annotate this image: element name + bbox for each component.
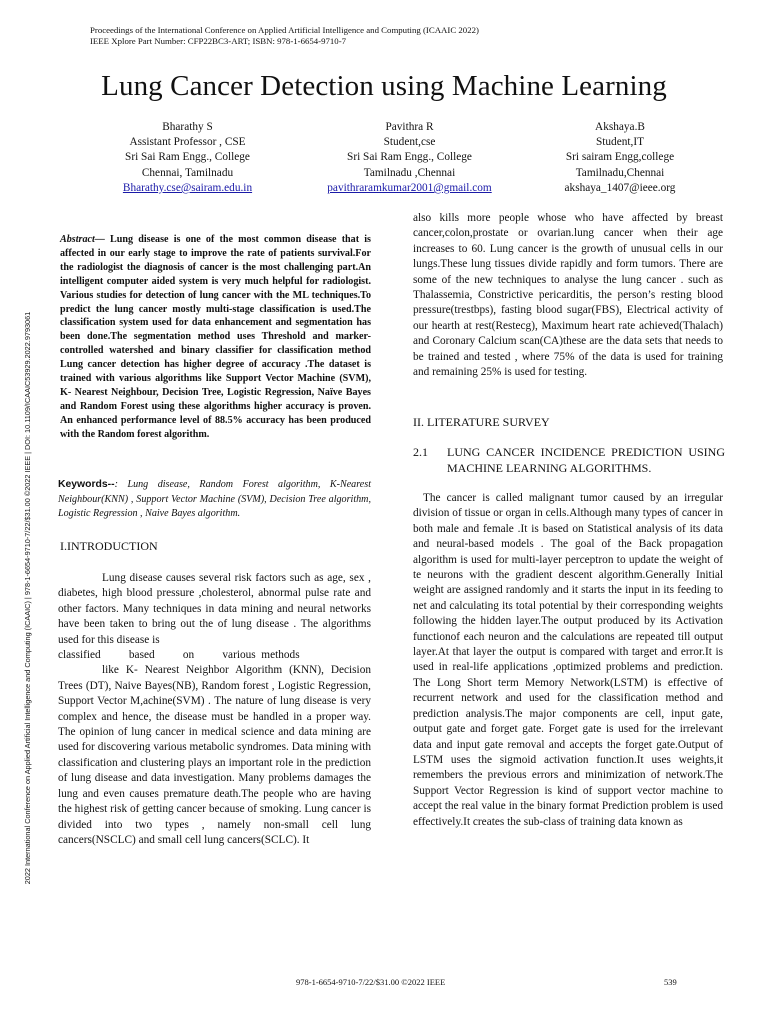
part-number-line: IEEE Xplore Part Number: CFP22BC3-ART; ISBN: 978-1-6654-9710-7 bbox=[90, 36, 347, 46]
author-role: Assistant Professor , CSE bbox=[129, 136, 246, 149]
intro-classified-line: classified based on various methods bbox=[58, 649, 300, 662]
right-column-continuation bbox=[413, 211, 723, 380]
section-heading-introduction: I.INTRODUCTION bbox=[60, 539, 158, 553]
author-email: akshaya_1407@ieee.org bbox=[564, 181, 676, 194]
author-block-2 bbox=[302, 120, 517, 196]
keywords-label: Keywords-- bbox=[58, 479, 115, 490]
keywords-text: : Lung disease, Random Forest algorithm, K-Nearest Neighbour(KNN) , Support Vector Machine (SVM), Decision Tree algorithm, Logistic Regression , Naive Bayes algorithm. bbox=[58, 479, 371, 519]
section-heading-literature-survey: II. LITERATURE SURVEY bbox=[413, 415, 550, 429]
author-institution: Sri sairam Engg,college bbox=[565, 151, 675, 164]
introduction-body bbox=[58, 571, 371, 848]
author-role: Student,cse bbox=[383, 136, 436, 149]
author-location: Chennai, Tamilnadu bbox=[141, 166, 234, 179]
footer-copyright: 978-1-6654-9710-7/22/$31.00 ©2022 IEEE bbox=[296, 977, 446, 987]
subsection-title: LUNG CANCER INCIDENCE PREDICTION USING MACHINE LEARNING ALGORITHMS. bbox=[447, 445, 725, 475]
author-email-link[interactable]: pavithraramkumar2001@gmail.com bbox=[327, 181, 492, 194]
author-name: Pavithra R bbox=[385, 121, 434, 133]
author-email-link[interactable]: Bharathy.cse@sairam.edu.in bbox=[122, 181, 253, 194]
literature-paragraph: The cancer is called malignant tumor caused by an irregular division of tissue or organ in cells.Although many types of cancer in both male and female .It is based on Statistical analysis of its data and neural-based models . The goal of the Back propagation algorithm is used for multi-layer perceptron to update the weight of te neurons with the gradient descent algorithm.Generally Initial weight are assigned randomly and it starts the input in its feeding to net and calculating its total potential by their corresponding weights following the hidden layer.The output produced by its Activation functionof each neuron and the calculations are repeated till output layer.At that layer the output is compared with target and error.It is used in real-life applications ,optimized problems and prediction. The Long Short term Memory Network(LSTM) is effective of recurrent network and used for the classification method and prediction analysis.The major components are cell, input gate, output gate and forget gate. Forget gate is used for the irrelevant data and input gate removal and accepts the forget gate.Output of LSTM uses the sigmoid activation function.It uses weights,it remembers the previous errors and minimization of network.The Support Vector Regression is kind of support vector machine to accept the real value in the binary format Prediction problem is used effectively.It creates the sub-class of training data known as bbox=[413, 492, 723, 828]
author-block-1 bbox=[95, 120, 280, 196]
paper-title: Lung Cancer Detection using Machine Learning bbox=[101, 70, 667, 102]
proceedings-line: Proceedings of the International Conference on Applied Artificial Intelligence and Computing (ICAAIC 2022) bbox=[90, 25, 479, 35]
subsection-heading bbox=[413, 444, 725, 476]
abstract-lead: Abstract— bbox=[60, 234, 105, 245]
side-citation-strip bbox=[19, 203, 37, 993]
author-location: Tamilnadu ,Chennai bbox=[363, 166, 456, 179]
keywords bbox=[58, 478, 371, 522]
author-block-3 bbox=[550, 120, 690, 196]
abstract bbox=[60, 233, 371, 442]
author-name: Akshaya.B bbox=[595, 121, 645, 133]
author-location: Tamilnadu,Chennai bbox=[575, 166, 665, 179]
proceedings-header bbox=[90, 25, 690, 47]
side-citation-text: 2022 International Conference on Applied Artificial Intelligence and Computing (ICAAIC) | 978-1-6654-9710-7/22/$31.00 ©2022 IEEE | DOI: 10.1109/ICAAIC53929.2022.9793061 bbox=[23, 311, 32, 885]
author-name: Bharathy S bbox=[162, 121, 213, 133]
intro-paragraph-1: Lung disease causes several risk factors such as age, sex , diabetes, high blood pressure ,cholesterol, abnormal pulse rate and other factors. Many techniques in data mining and neural networks have been taken to bring out the of lung disease . The algorithms used for this disease is bbox=[58, 572, 371, 646]
page-number: 539 bbox=[664, 977, 677, 987]
literature-body bbox=[413, 491, 723, 830]
abstract-text: Lung disease is one of the most common disease that is affected in our early stage to improve the rate of patients survival.For the radiologist the diagnosis of cancer is the most challenging part.An intelligent computer aided system is very much helpful for radiologist. Various studies for detection of lung cancer with the ML techniques.To predict the lung cancer mostly multi-stage classification is used.The classification system used for data enhancement and segmentation has been done.The segmentation method uses Threshold and marker-controlled watershed and binary classifier for classification method Lung cancer detection has higher degree of accuracy .The dataset is trained with various algorithms like Support Vector Machine (SVM), K- Nearest Neighbour, Decision Tree, Logistic Regression, Naïve Bayes and Random Forest using these algorithms higher accuracy is proven. An enhanced performance level of 88.5% accuracy has been produced with the Random forest algorithm. bbox=[60, 234, 371, 440]
author-institution: Sri Sai Ram Engg., College bbox=[125, 151, 250, 164]
continuation-paragraph: also kills more people whose who have affected by breast cancer,colon,prostate or ovarian.lung cancer when their age increases to 60. Lung cancer is the growth of unusual cells in our lungs.These lung tissues divide rapidly and form tumors. There are some of the new techniques to analyse the lung cancer . such as Thalassemia, Constrictive pericarditis, the person’s resting blood pressure(trestbps), fasting blood sugar(FBS), Electrical activity of our hearth at rest(Restecg), Maximum heart rate achieved(Thalach) and Coronary Calcium scan(CA)these are the data sets that needs to be trained and tested , where 75% of the data is used for training and remaining 25% is used for testing. bbox=[413, 212, 723, 379]
intro-paragraph-2: like K- Nearest Neighbor Algorithm (KNN), Decision Trees (DT), Naive Bayes(NB), Random forest , Logistic Regression, Support Vector M,achine(SVM) . The nature of lung disease is very complex and hence, the disease must be handled in a proper way. The opinion of lung cancer in medical science and data mining are used for discovering various metabolic syndromes. Data mining with classification and clustering plays an important role in the prediction of lung disease and data investigation. Many problems damages the lung and even causes premature death.The people who are having the highest risk of getting cancer because of smoking. Lung cancer is divided into two types , namely non-small cell lung cancers(NSCLC) and small cell lung cancers(SCLC). It bbox=[58, 664, 371, 846]
author-institution: Sri Sai Ram Engg., College bbox=[347, 151, 472, 164]
subsection-number: 2.1 bbox=[413, 445, 428, 459]
author-role: Student,IT bbox=[595, 136, 644, 149]
